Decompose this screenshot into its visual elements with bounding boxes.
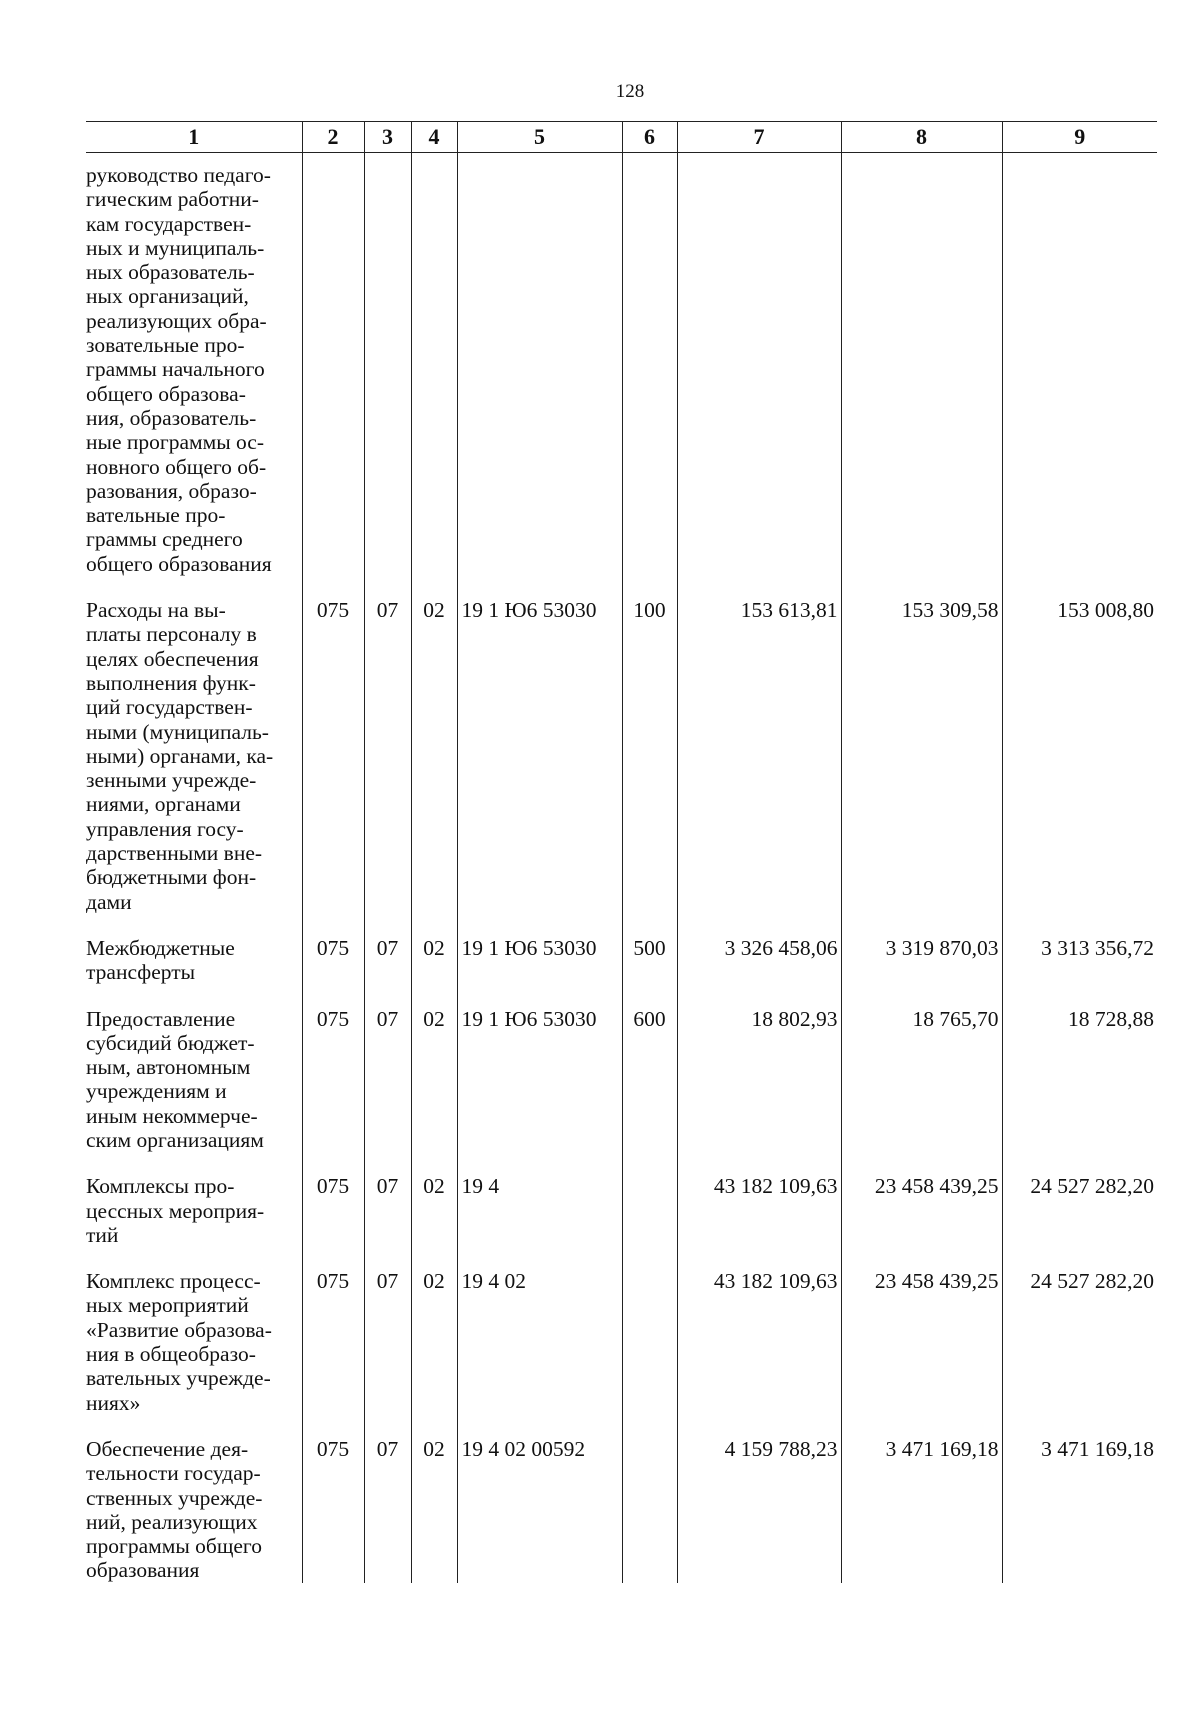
pr-cell: 02 — [411, 1437, 457, 1583]
table-row — [86, 1174, 1157, 1269]
rz-cell: 07 — [364, 1437, 411, 1583]
csr-cell: 19 1 Ю6 53030 — [457, 1007, 622, 1175]
vr-cell — [622, 153, 677, 599]
column-header: 8 — [841, 122, 1002, 153]
amount-year3-cell: 153 008,80 — [1002, 598, 1157, 936]
pr-cell: 02 — [411, 598, 457, 936]
csr-cell: 19 1 Ю6 53030 — [457, 936, 622, 1007]
csr-cell: 19 4 02 00592 — [457, 1437, 622, 1583]
vr-cell — [622, 1174, 677, 1269]
amount-year2-cell: 3 471 169,18 — [841, 1437, 1002, 1583]
gr-cell: 075 — [302, 1174, 364, 1269]
gr-cell: 075 — [302, 936, 364, 1007]
pr-cell: 02 — [411, 1174, 457, 1269]
row-name-cell — [86, 153, 302, 599]
rz-cell: 07 — [364, 598, 411, 936]
vr-cell — [622, 1437, 677, 1583]
amount-year2-cell: 3 319 870,03 — [841, 936, 1002, 1007]
header-row — [86, 122, 1157, 153]
column-header: 1 — [86, 122, 302, 153]
row-name: Расходы на вы- платы персоналу в целях обеспечения выполнения функ- ций государствен- ными (муниципаль- ными) органами, ка- зенными учрежде- ниями, органами управления госу- дарственными вне- бюджетными фон- дами — [86, 598, 274, 914]
column-header: 7 — [677, 122, 841, 153]
table-row — [86, 1269, 1157, 1437]
column-header: 9 — [1002, 122, 1157, 153]
pr-cell: 02 — [411, 1007, 457, 1175]
budget-table-container — [86, 121, 1157, 1583]
amount-year3-cell: 3 471 169,18 — [1002, 1437, 1157, 1583]
page-number: 128 — [615, 81, 645, 102]
rz-cell: 07 — [364, 1269, 411, 1437]
budget-table — [86, 121, 1157, 1583]
row-name: Обеспечение дея- тельности государ- ственных учрежде- ний, реализующих программы общего образования — [86, 1436, 263, 1583]
pr-cell: 02 — [411, 936, 457, 1007]
column-header: 5 — [457, 122, 622, 153]
amount-year3-cell — [1002, 153, 1157, 599]
gr-cell: 075 — [302, 598, 364, 936]
rz-cell: 07 — [364, 1174, 411, 1269]
row-name: Комплекс процесс- ных мероприятий «Развитие образова- ния в общеобразо- вательных учрежде- ниях» — [86, 1269, 272, 1415]
gr-cell: 075 — [302, 1269, 364, 1437]
row-name: Предоставление субсидий бюджет- ным, автономным учреждениям и иным некоммерче- ским организациям — [86, 1006, 264, 1152]
column-header: 4 — [411, 122, 457, 153]
row-name: Межбюджетные трансферты — [86, 935, 235, 985]
table-row — [86, 598, 1157, 936]
csr-cell: 19 4 — [457, 1174, 622, 1269]
csr-cell — [457, 153, 622, 599]
row-name-cell — [86, 1007, 302, 1175]
rz-cell: 07 — [364, 936, 411, 1007]
column-header: 6 — [622, 122, 677, 153]
row-name-cell — [86, 1269, 302, 1437]
gr-cell — [302, 153, 364, 599]
table-row — [86, 936, 1157, 1007]
pr-cell: 02 — [411, 1269, 457, 1437]
amount-year1-cell: 43 182 109,63 — [677, 1269, 841, 1437]
amount-year2-cell: 18 765,70 — [841, 1007, 1002, 1175]
rz-cell — [364, 153, 411, 599]
gr-cell: 075 — [302, 1007, 364, 1175]
amount-year1-cell: 4 159 788,23 — [677, 1437, 841, 1583]
amount-year3-cell: 18 728,88 — [1002, 1007, 1157, 1175]
rz-cell: 07 — [364, 1007, 411, 1175]
amount-year1-cell: 3 326 458,06 — [677, 936, 841, 1007]
column-header: 2 — [302, 122, 364, 153]
pr-cell — [411, 153, 457, 599]
amount-year1-cell: 18 802,93 — [677, 1007, 841, 1175]
row-name-cell — [86, 936, 302, 1007]
vr-cell: 600 — [622, 1007, 677, 1175]
table-row — [86, 1007, 1157, 1175]
csr-cell: 19 4 02 — [457, 1269, 622, 1437]
amount-year2-cell: 153 309,58 — [841, 598, 1002, 936]
vr-cell: 100 — [622, 598, 677, 936]
amount-year2-cell: 23 458 439,25 — [841, 1174, 1002, 1269]
row-name-cell — [86, 1437, 302, 1583]
column-header: 3 — [364, 122, 411, 153]
amount-year2-cell — [841, 153, 1002, 599]
row-name-cell — [86, 1174, 302, 1269]
gr-cell: 075 — [302, 1437, 364, 1583]
row-name: Комплексы про- цессных мероприя- тий — [86, 1174, 265, 1247]
amount-year3-cell: 3 313 356,72 — [1002, 936, 1157, 1007]
amount-year1-cell: 153 613,81 — [677, 598, 841, 936]
csr-cell: 19 1 Ю6 53030 — [457, 598, 622, 936]
row-name-cell — [86, 598, 302, 936]
amount-year1-cell: 43 182 109,63 — [677, 1174, 841, 1269]
amount-year3-cell: 24 527 282,20 — [1002, 1174, 1157, 1269]
vr-cell — [622, 1269, 677, 1437]
amount-year2-cell: 23 458 439,25 — [841, 1269, 1002, 1437]
table-row — [86, 1437, 1157, 1583]
amount-year3-cell: 24 527 282,20 — [1002, 1269, 1157, 1437]
table-row — [86, 153, 1157, 599]
vr-cell: 500 — [622, 936, 677, 1007]
row-name: руководство педаго- гическим работни- кам государствен- ных и муниципаль- ных образователь- ных организаций, реализующих обра- зовательные про- граммы начального общего образова- ния, образователь- ные программы ос- новного общего об- разования, образо- вательные про- граммы среднего общего образования — [86, 163, 272, 576]
amount-year1-cell — [677, 153, 841, 599]
